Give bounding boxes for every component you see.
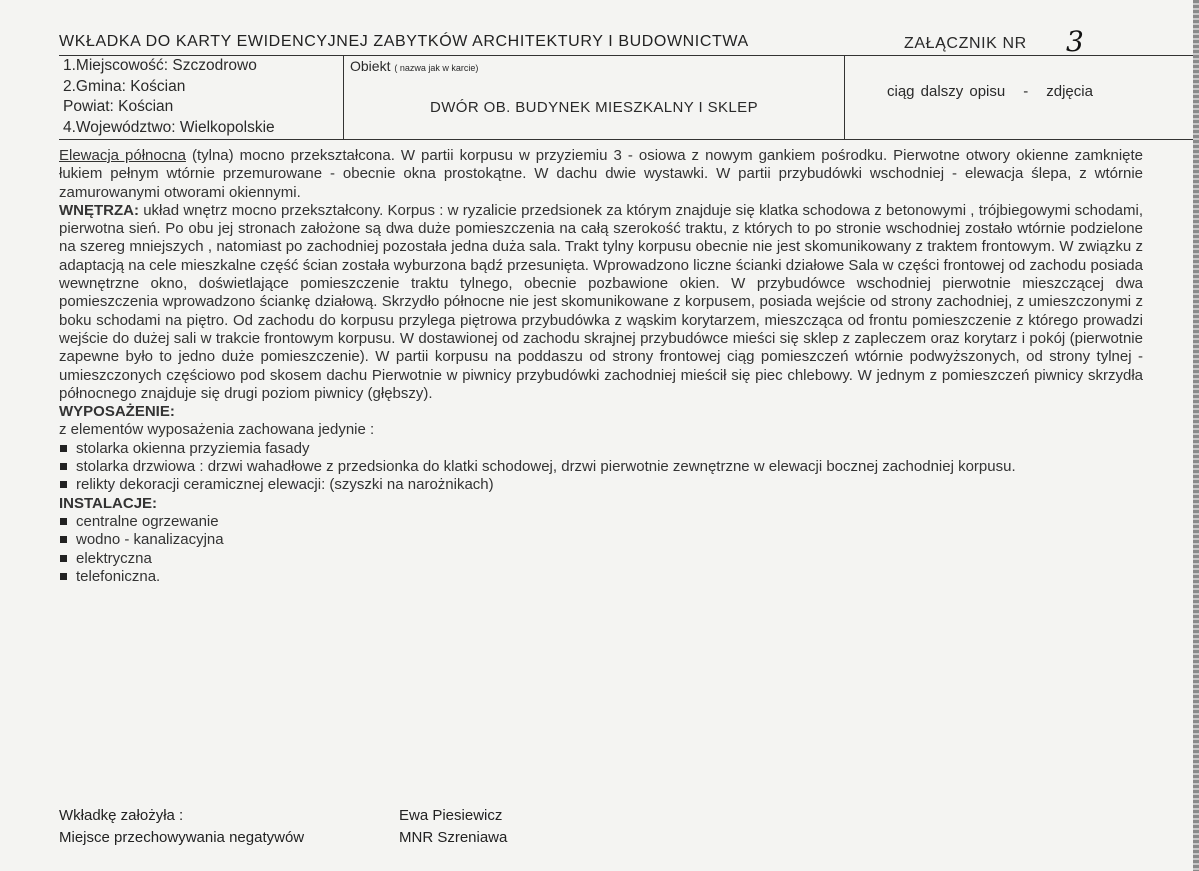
location-cell	[59, 56, 343, 139]
continuation-cell	[845, 56, 1196, 139]
voivodeship: 4.Województwo: Wielkopolskie	[63, 118, 275, 136]
storage-label: Miejsce przechowywania negatywów	[59, 829, 305, 846]
equipment-intro: z elementów wyposażenia zachowana jedynie :	[59, 421, 375, 439]
object-name: DWÓR OB. BUDYNEK MIESZKALNY I SKLEP	[430, 99, 758, 116]
list-item: relikty dekoracji ceramicznej elewacji: (szyszki na narożnikach)	[59, 476, 1143, 494]
list-item: centralne ogrzewanie	[59, 513, 1143, 531]
equipment-list	[59, 440, 1143, 495]
attachment-number: 3	[1066, 25, 1084, 58]
object-label-row	[350, 58, 478, 74]
list-item: telefoniczna.	[59, 568, 1143, 586]
list-item: wodno - kanalizacyjna	[59, 531, 1143, 549]
scan-edge	[1193, 0, 1199, 871]
continuation-description: ciąg dalszy opisu	[887, 83, 1006, 100]
continuation-dash: -	[1023, 83, 1029, 100]
attachment-label: ZAŁĄCZNIK NR	[904, 35, 1027, 52]
document-header	[59, 25, 1139, 58]
equipment-heading: WYPOSAŻENIE:	[59, 403, 175, 421]
interiors-heading: WNĘTRZA:	[59, 201, 139, 219]
footer-values	[399, 805, 507, 849]
continuation-photos: zdjęcia	[1046, 83, 1093, 100]
district: Powiat: Kościan	[63, 98, 174, 115]
description-body	[59, 147, 1143, 586]
author-label: Wkładkę założyła :	[59, 807, 184, 824]
locality: 1.Miejscowość: Szczodrowo	[63, 57, 257, 74]
list-item: elektryczna	[59, 550, 1143, 568]
object-cell	[343, 56, 845, 139]
footer-labels	[59, 805, 304, 849]
elevation-heading: Elewacja północna	[59, 147, 186, 164]
installations-heading: INSTALACJE:	[59, 494, 158, 512]
interiors-text: układ wnętrz mocno przekształcony. Korpus : w ryzalicie przedsionek za którym znajduje się klatka schodowa z betonowymi , trójbiegowymi schodami, pierwotna sień. Po obu jej stronach założone są dwa duże pomieszczenia na całą szerokość traktu, z których to po stronie wschodniej zostało wtórnie podzielone na szereg mniejszych , natomiast po zachodniej pozostała jedna duża sala. Trakt tylny korpusu obecnie nie jest skomunikowany z traktem frontowym. W związku z adaptacją na cele mieszkalne część ścian została wyburzona bądź przesunięta. Wprowadzono liczne ścianki działowe Sala w części frontowej od zachodu posiada wewnętrzne okno, doświetlające pomieszczenie traktu tylnego, obecnie pozbawione okien. W przybudówce wschodniej pierwotnie mieszczącej dwa pomieszczenia wprowadzono ściankę działową. Skrzydło północne nie jest skomunikowane z korpusem, posiada wejście od strony zachodniej, z umieszczonymi z boku schodami na piętro. Od zachodu do korpusu przylega piętrowa przybudówka z wąskim korytarzem, mieszcząca od frontu pomieszczenie z którego prowadzi wejście do dużej sali w trakcie frontowym korpusu. W dostawionej od zachodu skrajnej przybudówce mieści się sklep z zapleczem oraz korytarz i pokój (pierwotnie zapewne było to jedno duże pomieszczenie). W partii korpusu na poddaszu od strony frontowej ciąg pomieszczeń wtórnie podwyższonych, od strony tylnej - umieszczonych częściowo pod skosem dachu Pierwotnie w piwnicy przybudówki zachodniej mieścił się piec chlebowy. W jednym z pomieszczeń piwnicy skrzydła północnego znajduje się drugi poziom piwnicy (głębszy).	[59, 201, 1143, 402]
author-value: Ewa Piesiewicz	[399, 807, 503, 824]
storage-value: MNR Szreniawa	[399, 829, 508, 846]
continuation-text	[887, 83, 1093, 100]
commune: 2.Gmina: Kościan	[63, 77, 186, 95]
interiors-paragraph	[59, 202, 1143, 403]
list-item: stolarka drzwiowa : drzwi wahadłowe z przedsionka do klatki schodowej, drzwi pierwotnie zewnętrzne w elewacji bocznej zachodniej korpusu.	[59, 458, 1143, 476]
object-label: Obiekt	[350, 58, 391, 74]
object-label-note: ( nazwa jak w karcie)	[394, 63, 479, 73]
list-item: stolarka okienna przyziemia fasady	[59, 440, 1143, 458]
installations-list	[59, 513, 1143, 586]
elevation-paragraph	[59, 147, 1143, 202]
elevation-text: (tylna) mocno przekształcona. W partii korpusu w przyziemiu 3 - osiowa z nowym gankiem pośrodku. Pierwotne otwory okienne zamknięte łukiem pełnym wtórnie przemurowane - obecnie okna prostokątne. W dachu dwie wystawki. W partii przybudówki wschodniej - elewacja ślepa, z wtórnie zamurowanymi otworami okiennymi.	[59, 147, 1143, 201]
document-title: WKŁADKA DO KARTY EWIDENCYJNEJ ZABYTKÓW ARCHITEKTURY I BUDOWNICTWA	[59, 33, 749, 50]
info-table	[59, 55, 1196, 140]
